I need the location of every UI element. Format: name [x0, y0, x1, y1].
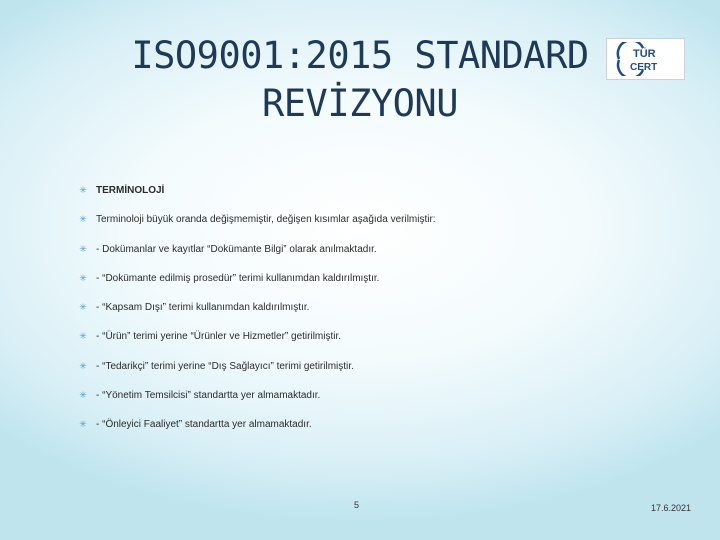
slide-date: 17.6.2021 [651, 503, 692, 513]
bullet-item [78, 410, 678, 439]
slide-title [130, 32, 590, 128]
bullet-text: Terminoloji büyük oranda değişmemiştir, değişen kısımlar aşağıda verilmiştir: [96, 214, 436, 226]
asterisk-bullet-icon: ✳ [79, 390, 87, 401]
bullet-item [78, 235, 678, 264]
bullet-item [78, 176, 678, 205]
bullet-list [78, 176, 678, 440]
asterisk-bullet-icon: ✳ [79, 272, 87, 283]
bullet-text: TERMİNOLOJİ [96, 185, 165, 196]
asterisk-bullet-icon: ✳ [79, 243, 87, 254]
asterisk-bullet-icon: ✳ [79, 302, 87, 313]
asterisk-bullet-icon: ✳ [79, 419, 87, 430]
bullet-item [78, 352, 678, 381]
bullet-text: - “Yönetim Temsilcisi” standartta yer almamaktadır. [96, 390, 321, 402]
bullet-item [78, 205, 678, 234]
bullet-text: - “Kapsam Dışı” terimi kullanımdan kaldırılmıştır. [96, 302, 310, 314]
asterisk-bullet-icon: ✳ [79, 360, 87, 371]
bullet-item [78, 293, 678, 322]
bullet-text: - “Dokümante edilmiş prosedür” terimi kullanımdan kaldırılmıştır. [96, 272, 380, 284]
bullet-text: - Dokümanlar ve kayıtlar “Dokümante Bilgi” olarak anılmaktadır. [96, 243, 377, 255]
bullet-item [78, 322, 678, 351]
bullet-text: - “Ürün” terimi yerine “Ürünler ve Hizmetler” getirilmiştir. [96, 331, 342, 343]
logo-text-tur: TÜR [632, 48, 656, 60]
bullet-item [78, 381, 678, 410]
turcert-logo-graphic [613, 42, 679, 76]
turcert-logo [606, 38, 685, 80]
bullet-text: - “Tedarikçi” terimi yerine “Dış Sağlayıcı” terimi getirilmiştir. [96, 360, 354, 372]
page-number: 5 [354, 500, 360, 510]
bullet-item [78, 264, 678, 293]
logo-text-cert: CERT [629, 62, 657, 73]
title-line-2: REVİZYONU [262, 82, 458, 125]
title-line-1: ISO9001:2015 STANDARD [131, 34, 589, 77]
asterisk-bullet-icon: ✳ [79, 185, 87, 195]
asterisk-bullet-icon: ✳ [79, 214, 87, 225]
bullet-text: - “Önleyici Faaliyet” standartta yer almamaktadır. [96, 419, 312, 431]
asterisk-bullet-icon: ✳ [79, 331, 87, 342]
